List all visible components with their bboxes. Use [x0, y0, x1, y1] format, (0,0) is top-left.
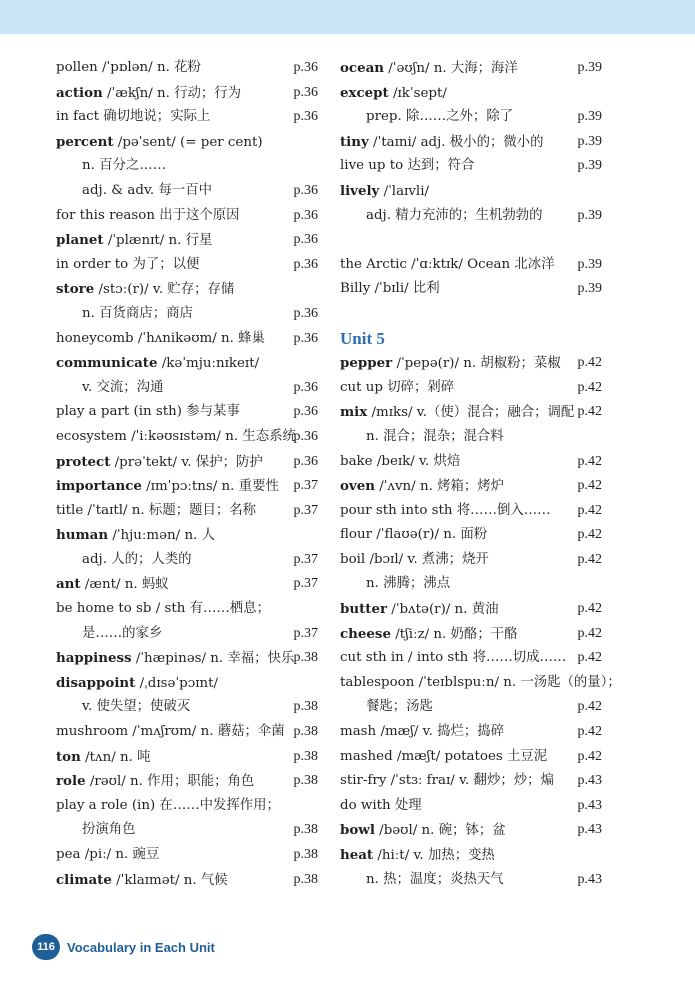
- vocab-text-part: pea: [56, 847, 81, 862]
- headword: disappoint: [56, 674, 136, 691]
- vocab-text: [56, 843, 159, 868]
- headword: butter: [340, 601, 388, 618]
- vocab-text: [340, 523, 487, 548]
- page-reference: p.42: [577, 355, 602, 371]
- page-reference: p.37: [293, 502, 318, 518]
- headword: pepper: [340, 355, 393, 372]
- page-reference: p.36: [293, 379, 318, 395]
- vocab-text-part: n. 沸腾；沸点: [366, 576, 451, 592]
- vocab-text-part: in order to 为了；以便: [56, 256, 200, 272]
- vocab-text-part: title: [56, 502, 84, 518]
- page-reference: p.38: [293, 847, 318, 862]
- vocab-text-part: prep. 除……之外；除了: [366, 109, 514, 125]
- vocab-entry: [56, 646, 318, 671]
- page-reference: p.39: [577, 109, 602, 125]
- vocab-text-part: tablespoon: [340, 674, 415, 690]
- vocab-text: [56, 228, 212, 254]
- headword: ocean: [340, 60, 385, 76]
- vocab-text-part: for this reason 出于这个原因: [56, 207, 240, 223]
- vocab-text-part: /tʌn/ n. 吨: [80, 749, 151, 765]
- vocab-text: [340, 400, 575, 426]
- vocab-text: [340, 351, 561, 377]
- vocab-text-part: live up to 达到；符合: [340, 158, 475, 174]
- vocab-entry: [56, 572, 318, 597]
- vocab-text-part: do with 处理: [340, 797, 422, 813]
- vocab-entry: [340, 523, 602, 548]
- page-reference: p.39: [577, 256, 602, 272]
- vocab-text: [56, 769, 254, 795]
- vocab-entry: [56, 376, 318, 401]
- vocab-entry: [56, 179, 318, 204]
- vocab-entry: [56, 277, 318, 302]
- page-reference: p.39: [577, 133, 602, 149]
- vocab-text-part: mash: [340, 724, 377, 740]
- unit-heading: Unit 5: [340, 328, 385, 348]
- vocab-text-part: adj. 精力充沛的；生机勃勃的: [366, 207, 543, 223]
- page-reference: p.38: [293, 822, 318, 838]
- page-reference: p.36: [293, 256, 318, 272]
- vocab-entry: [56, 56, 318, 81]
- vocab-text: [340, 548, 489, 573]
- vocab-text-part: /bɔɪl/ v. 煮沸；烧开: [365, 551, 489, 567]
- headword: tiny: [340, 133, 369, 150]
- vocab-text: [340, 56, 518, 82]
- vocab-entry: [56, 253, 318, 278]
- vocab-text-part: /ˈlaɪvli/: [379, 183, 429, 199]
- vocab-text: [340, 695, 433, 720]
- headword: bowl: [340, 822, 375, 839]
- page-reference: p.38: [293, 724, 318, 740]
- blank-spacer: [340, 228, 602, 253]
- headword: mix: [340, 404, 368, 421]
- vocab-entry: [340, 572, 602, 597]
- page-reference: p.37: [293, 625, 318, 641]
- vocab-text: [340, 154, 474, 179]
- page-reference: p.36: [293, 182, 318, 198]
- page-reference: p.42: [577, 601, 602, 617]
- vocab-entry: [340, 425, 602, 450]
- vocab-text: [56, 818, 136, 843]
- vocab-text: [56, 425, 296, 450]
- vocab-text-part: /tʃiːz/ n. 奶酪；干酪: [391, 626, 518, 642]
- vocab-text-part: /kəˈmjuːnɪkeɪt/: [157, 356, 260, 372]
- vocab-text-part: /ˈpɒlən/ n. 花粉: [97, 60, 201, 75]
- vocab-text: [340, 425, 504, 450]
- vocab-text: [56, 745, 151, 771]
- vocab-text: [340, 646, 566, 671]
- vocab-entry: [56, 105, 318, 130]
- vocab-text: [340, 868, 504, 893]
- vocab-entry: [56, 130, 318, 155]
- headword: percent: [56, 133, 114, 150]
- vocab-text: [56, 794, 280, 819]
- vocab-text-part: /ˈhjuːmən/ n. 人: [108, 528, 215, 544]
- page-reference: p.42: [577, 724, 602, 740]
- headword: protect: [56, 453, 111, 470]
- vocab-text: [56, 154, 166, 179]
- vocab-text: [56, 179, 212, 204]
- vocab-entry: [56, 597, 318, 622]
- page-reference: p.42: [577, 551, 602, 567]
- vocab-text: [340, 450, 460, 475]
- vocab-text: [340, 253, 555, 278]
- vocab-text-part: /ɪkˈsept/: [388, 85, 447, 101]
- vocab-text-part: v. 交流；沟通: [82, 379, 164, 395]
- page-reference: p.36: [293, 109, 318, 125]
- vocab-entry: [340, 179, 602, 204]
- vocab-text-part: /hiːt/ v. 加热；变热: [373, 848, 495, 863]
- headword: importance: [56, 478, 142, 495]
- vocab-text: [56, 277, 234, 303]
- vocab-text: [340, 81, 447, 107]
- vocab-entry: [340, 277, 602, 302]
- vocab-text: [56, 671, 218, 697]
- vocab-text-part: /ˈhʌnikəʊm/ n. 蜂巢: [133, 330, 265, 346]
- vocab-text-part: boil: [340, 551, 366, 567]
- vocab-entry: [56, 154, 318, 179]
- vocab-text: [340, 474, 504, 500]
- vocab-entry: [56, 204, 318, 229]
- vocab-text: [340, 818, 506, 844]
- vocab-entry: [56, 745, 318, 770]
- headword: communicate: [56, 355, 158, 372]
- page-reference: p.36: [293, 60, 318, 75]
- vocab-entry: [56, 695, 318, 720]
- vocab-text-part: /ˈplænɪt/ n. 行星: [103, 233, 213, 249]
- headword: except: [340, 84, 389, 101]
- vocab-text-part: /ˈtaɪni/ adj. 极小的；微小的: [368, 134, 544, 150]
- page-reference: p.38: [293, 748, 318, 764]
- vocab-text: [56, 204, 240, 229]
- page-reference: p.36: [293, 305, 318, 321]
- vocab-text-part: in fact 确切地说；实际上: [56, 109, 211, 125]
- vocab-entry: [56, 868, 318, 893]
- vocab-text: [56, 56, 201, 81]
- page-reference: p.39: [577, 60, 602, 75]
- vocab-entry: [56, 843, 318, 868]
- vocab-text: [56, 474, 279, 500]
- page-reference: p.39: [577, 207, 602, 223]
- vocab-text-part: v. 使失望；使破灭: [82, 699, 191, 715]
- page-reference: p.39: [577, 158, 602, 174]
- vocab-entry: [56, 794, 318, 819]
- vocab-entry: [56, 548, 318, 573]
- vocab-entry: [340, 376, 602, 401]
- vocab-text: [56, 622, 162, 647]
- page-reference: p.43: [577, 871, 602, 887]
- vocab-entry: [340, 81, 602, 106]
- vocab-text-part: n. 混合；混杂；混合料: [366, 428, 504, 444]
- page-reference: p.36: [293, 84, 318, 100]
- page-reference: p.43: [577, 822, 602, 838]
- vocab-text: [56, 327, 265, 352]
- vocab-text-part: /ˈiːkəʊsɪstəm/ n. 生态系统: [126, 428, 296, 444]
- vocab-text: [56, 351, 259, 377]
- page-reference: p.36: [293, 404, 318, 420]
- vocab-text: [56, 695, 190, 720]
- vocab-text: [340, 277, 440, 302]
- vocab-entry: [340, 253, 602, 278]
- vocab-entry: [340, 695, 602, 720]
- vocab-text-part: 餐匙；汤匙: [366, 699, 433, 715]
- vocab-text-part: /mæʃ/ v. 捣烂；捣碎: [376, 724, 505, 740]
- headword: ant: [56, 576, 81, 593]
- page-reference: p.37: [293, 551, 318, 567]
- headword: climate: [56, 871, 112, 888]
- vocab-text-part: /ˈtaɪtl/ n. 标题；题目；名称: [83, 502, 257, 518]
- vocab-text: [340, 597, 498, 623]
- vocab-text-part: /rəʊl/ n. 作用；职能；角色: [85, 774, 255, 790]
- page-reference: p.42: [577, 379, 602, 395]
- vocab-entry: [340, 474, 602, 499]
- vocab-text-part: /ɪmˈpɔːtns/ n. 重要性: [141, 479, 279, 495]
- vocab-entry: [56, 351, 318, 376]
- vocab-text-part: /ˈpepə(r)/ n. 胡椒粉；菜椒: [392, 356, 561, 372]
- vocab-entry: [340, 818, 602, 843]
- vocab-text: [56, 720, 285, 745]
- headword: cheese: [340, 625, 391, 642]
- left-column: [56, 56, 318, 892]
- page-reference: p.42: [577, 527, 602, 543]
- vocab-entry: [340, 450, 602, 475]
- vocab-text: [340, 745, 547, 770]
- vocab-entry: [340, 351, 602, 376]
- vocab-entry: [56, 81, 318, 106]
- vocab-text-part: 扮演角色: [82, 822, 136, 838]
- page-number-badge: 116: [32, 934, 60, 960]
- vocab-text-part: play a role (in) 在……中发挥作用；: [56, 797, 280, 813]
- vocab-text-part: flour: [340, 527, 373, 543]
- vocab-text: [56, 597, 270, 622]
- blank-spacer: [340, 302, 602, 327]
- page-reference: p.42: [577, 699, 602, 715]
- page-reference: p.43: [577, 773, 602, 789]
- vocab-text-part: /ænt/ n. 蚂蚁: [80, 577, 169, 593]
- vocab-text-part: /ˈʌvn/ n. 烤箱；烤炉: [374, 479, 505, 495]
- vocab-text-part: Billy /ˈbɪli/ 比利: [340, 281, 440, 297]
- vocab-text: [56, 868, 228, 894]
- vocab-text-part: /piː/ n. 豌豆: [80, 847, 160, 862]
- vocab-text-part: /ˈbʌtə(r)/ n. 黄油: [387, 602, 499, 618]
- headword: happiness: [56, 650, 132, 667]
- vocab-entry: [56, 228, 318, 253]
- vocab-entry: [56, 720, 318, 745]
- vocab-text-part: /ˈklaɪmət/ n. 气候: [111, 872, 228, 888]
- vocab-text: [340, 843, 495, 869]
- vocab-entry: [340, 204, 602, 229]
- page-reference: p.36: [293, 453, 318, 469]
- headword: human: [56, 527, 109, 544]
- vocab-text-part: n. 热；温度；炎热天气: [366, 871, 504, 887]
- vocab-text-part: mashed /mæʃt/ potatoes 土豆泥: [340, 748, 548, 764]
- vocab-text: [56, 400, 240, 425]
- vocab-text: [340, 130, 544, 156]
- page-reference: p.38: [293, 650, 318, 666]
- vocab-text: [56, 105, 210, 130]
- vocab-entry: [340, 769, 602, 794]
- vocab-text: [340, 105, 513, 130]
- vocab-entry: [56, 818, 318, 843]
- page-reference: p.42: [577, 650, 602, 666]
- vocab-text: [340, 622, 518, 648]
- vocab-entry: [56, 450, 318, 475]
- vocab-text: [56, 253, 199, 278]
- page-reference: p.36: [293, 330, 318, 346]
- vocab-text-part: 是……的家乡: [82, 625, 163, 641]
- vocab-entry: [340, 622, 602, 647]
- vocab-text-part: ecosystem: [56, 428, 127, 444]
- vocab-text: [340, 499, 551, 524]
- page-footer: [32, 934, 215, 960]
- vocab-entry: [56, 327, 318, 352]
- vocab-text: [340, 769, 554, 794]
- vocab-text: [340, 204, 543, 229]
- vocab-entry: [56, 523, 318, 548]
- vocab-text: [56, 499, 256, 524]
- footer-title: Vocabulary in Each Unit: [67, 939, 215, 955]
- vocab-text-part: /stɔː(r)/ v. 贮存；存储: [94, 282, 235, 298]
- vocab-text-part: /ˈstɜː fraɪ/ v. 翻炒；炒；煸: [386, 773, 554, 789]
- vocab-text: [56, 376, 163, 401]
- headword: lively: [340, 182, 380, 199]
- vocab-entry: [340, 597, 602, 622]
- vocab-text: [340, 572, 450, 597]
- vocab-text: [340, 179, 429, 205]
- vocab-entry: [56, 425, 318, 450]
- headword: heat: [340, 847, 374, 863]
- page-reference: p.42: [577, 478, 602, 494]
- right-column: [340, 56, 621, 892]
- vocab-text-part: /prəˈtekt/ v. 保护；防护: [110, 454, 263, 470]
- vocab-entry: [340, 794, 602, 819]
- vocab-text-part: stir-fry: [340, 773, 387, 789]
- headword: ton: [56, 748, 81, 765]
- vocab-text: [340, 794, 422, 819]
- page-reference: p.42: [577, 625, 602, 641]
- vocab-text: [56, 130, 263, 156]
- headword: planet: [56, 232, 104, 249]
- headword: action: [56, 84, 103, 101]
- vocab-text-part: bake: [340, 453, 373, 469]
- page-reference: p.37: [293, 478, 318, 494]
- vocab-text-part: honeycomb: [56, 330, 134, 346]
- page-reference: p.36: [293, 232, 318, 248]
- vocab-text-part: pour sth into sth 将……倒入……: [340, 502, 551, 518]
- vocab-entry: [56, 769, 318, 794]
- vocab-text: [56, 548, 192, 573]
- vocab-text-part: /ˌdɪsəˈpɔɪnt/: [135, 675, 218, 691]
- vocab-text-part: /pəˈsent/ (= per cent): [113, 134, 263, 150]
- page-reference: p.42: [577, 502, 602, 518]
- vocab-entry: [340, 400, 602, 425]
- headword: oven: [340, 478, 375, 495]
- vocab-text-part: /beɪk/ v. 烘焙: [372, 453, 461, 469]
- vocab-text-part: play a part (in sth) 参与某事: [56, 404, 240, 420]
- page-reference: p.43: [577, 797, 602, 813]
- page-reference: p.42: [577, 748, 602, 764]
- vocab-entry: [56, 671, 318, 696]
- vocab-text: [56, 450, 263, 476]
- vocab-text: [56, 81, 241, 107]
- vocab-text-part: cut sth in / into sth 将……切成……: [340, 650, 567, 666]
- vocab-text-part: the Arctic /ˈɑːktɪk/ Ocean 北冰洋: [340, 256, 555, 272]
- vocab-text-part: /bəʊl/ n. 碗；钵；盆: [374, 823, 506, 839]
- vocab-entry: [56, 400, 318, 425]
- top-band: [0, 0, 695, 34]
- vocab-entry: [340, 154, 602, 179]
- vocab-text: [56, 523, 215, 549]
- vocab-text-part: /mɪks/ v.（使）混合；融合；调配: [367, 405, 575, 421]
- page-reference: p.38: [293, 699, 318, 715]
- vocab-entry: [340, 843, 602, 868]
- page-reference: p.37: [293, 576, 318, 592]
- vocab-text: [340, 720, 504, 745]
- vocab-text-part: /ˈteɪblspuːn/ n. 一汤匙（的量）；: [414, 674, 621, 690]
- page-reference: p.42: [577, 453, 602, 469]
- vocab-text-part: n. 百货商店；商店: [82, 305, 193, 321]
- page-reference: p.36: [293, 428, 318, 444]
- vocab-text: [56, 302, 193, 327]
- vocab-text: [340, 376, 454, 401]
- vocab-entry: [340, 499, 602, 524]
- vocab-entry: [340, 745, 602, 770]
- vocab-text-part: /ˈmʌʃrʊm/ n. 蘑菇；伞菌: [128, 724, 285, 740]
- vocab-entry: [56, 302, 318, 327]
- vocab-entry: [56, 499, 318, 524]
- page-reference: p.38: [293, 871, 318, 887]
- vocab-text-part: adj. 人的；人类的: [82, 551, 192, 567]
- vocab-text: [56, 646, 295, 672]
- vocab-entry: [340, 646, 602, 671]
- headword: store: [56, 281, 95, 298]
- vocab-entry: [340, 868, 602, 893]
- vocab-entry: [340, 56, 602, 81]
- vocab-entry: [340, 671, 621, 696]
- page-reference: p.36: [293, 207, 318, 223]
- page-reference: p.38: [293, 773, 318, 789]
- vocab-entry: [56, 474, 318, 499]
- page-reference: p.42: [577, 404, 602, 420]
- vocab-text-part: n. 百分之……: [82, 158, 167, 174]
- vocab-text: [56, 572, 169, 598]
- vocab-entry: [340, 720, 602, 745]
- vocab-text-part: adj. & adv. 每一百中: [82, 182, 213, 198]
- vocab-text-part: be home to sb / sth 有……栖息；: [56, 601, 270, 617]
- vocab-text-part: cut up 切碎；剁碎: [340, 379, 455, 395]
- vocab-text-part: /ˈflaʊə(r)/ n. 面粉: [372, 527, 488, 543]
- vocab-text-part: /ˈhæpinəs/ n. 幸福；快乐: [131, 651, 295, 667]
- page-reference: p.39: [577, 281, 602, 297]
- vocab-text-part: mushroom: [56, 724, 129, 740]
- vocab-entry: [340, 130, 602, 155]
- vocab-text-part: /ˈəʊʃn/ n. 大海；海洋: [384, 61, 518, 76]
- vocab-text-part: /ˈækʃn/ n. 行动；行为: [102, 85, 242, 101]
- vocab-entry: [340, 105, 602, 130]
- vocab-entry: [56, 622, 318, 647]
- vocab-text: [340, 671, 621, 696]
- vocab-entry: [340, 548, 602, 573]
- vocab-text-part: pollen: [56, 60, 98, 75]
- headword: role: [56, 773, 86, 790]
